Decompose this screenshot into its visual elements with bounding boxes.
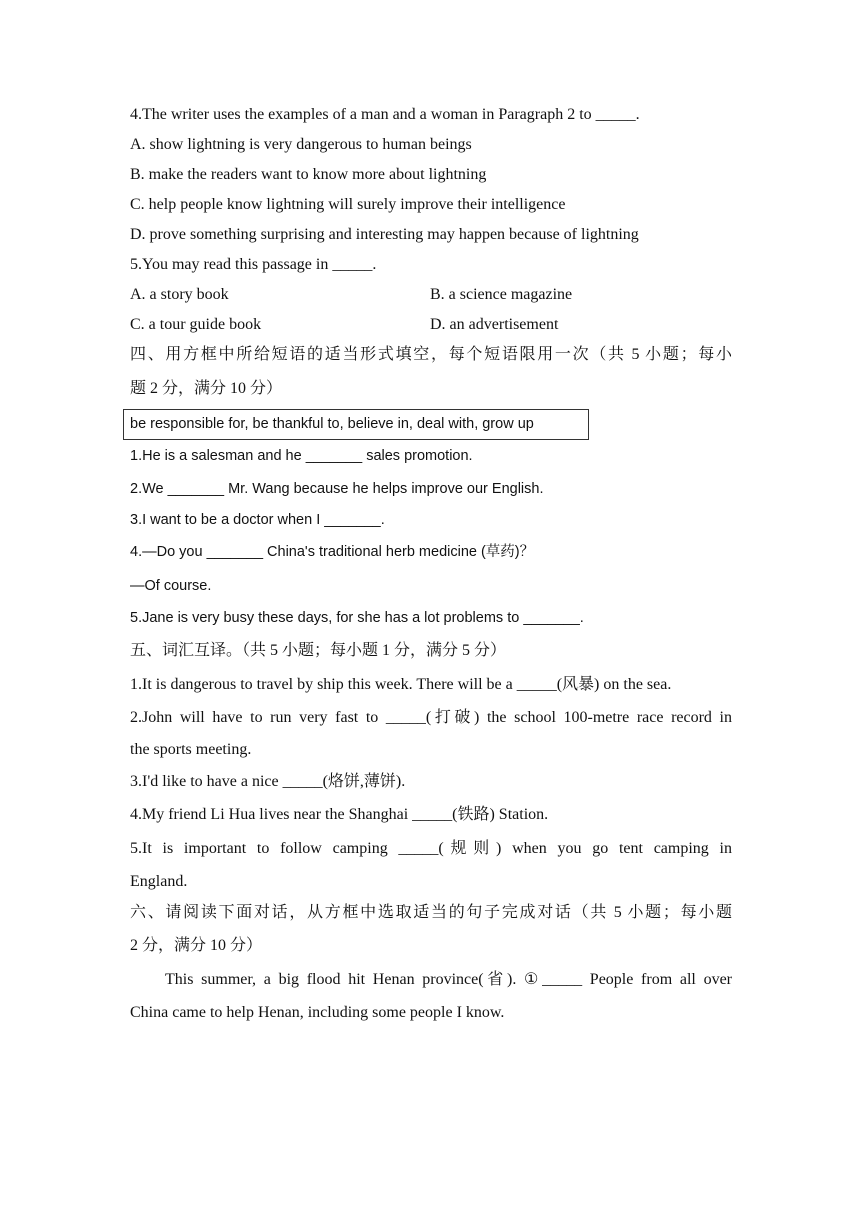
section-4-item-4: 4.—Do you _______ China's traditional herb medicine (草药)？ [130, 544, 535, 560]
section-4-item-3: 3.I want to be a doctor when I _______. [130, 512, 385, 528]
question-5-option-b: B. a science magazine [430, 286, 573, 303]
section-5-item-3: 3.I'd like to have a nice _____(烙饼,薄饼). [130, 773, 406, 790]
section-6-paragraph-line-1: This summer, a big flood hit Henan province(省). ①_____ People from all over [165, 971, 732, 988]
question-4-option-b: B. make the readers want to know more about lightning [130, 166, 487, 183]
question-5-stem: 5.You may read this passage in _____. [130, 256, 377, 273]
section-5-item-2-line-1: 2.John will have to run very fast to _____(打破) the school 100-metre race record in [130, 709, 732, 726]
section-5-item-1: 1.It is dangerous to travel by ship this week. There will be a _____(风暴) on the sea. [130, 676, 672, 693]
phrase-box-text: be responsible for, be thankful to, believe in, deal with, grow up [130, 416, 534, 432]
question-5-option-d: D. an advertisement [430, 316, 559, 333]
section-5-item-5-line-2: England. [130, 873, 188, 890]
section-5-item-2-line-2: the sports meeting. [130, 741, 252, 758]
question-4-option-d: D. prove something surprising and interesting may happen because of lightning [130, 226, 639, 243]
section-6-heading-line-1: 六、请阅读下面对话，从方框中选取适当的句子完成对话（共 5 小题；每小题 [130, 904, 732, 921]
section-4-item-5: 5.Jane is very busy these days, for she has a lot problems to _______. [130, 610, 584, 626]
section-6-paragraph-line-2: China came to help Henan, including some people I know. [130, 1004, 505, 1021]
section-5-item-4: 4.My friend Li Hua lives near the Shanghai _____(铁路) Station. [130, 806, 549, 823]
question-5-option-a: A. a story book [130, 286, 229, 303]
question-4-option-a: A. show lightning is very dangerous to human beings [130, 136, 472, 153]
section-4-heading-line-1: 四、用方框中所给短语的适当形式填空，每个短语限用一次（共 5 小题；每小 [130, 346, 732, 363]
section-4-heading-line-2: 题 2 分，满分 10 分） [130, 380, 283, 397]
section-4-item-1: 1.He is a salesman and he _______ sales promotion. [130, 448, 473, 464]
section-5-heading: 五、词汇互译。（共 5 小题；每小题 1 分，满分 5 分） [130, 642, 507, 659]
section-6-heading-line-2: 2 分，满分 10 分） [130, 937, 263, 954]
phrase-box [123, 409, 589, 440]
section-5-item-5-line-1: 5.It is important to follow camping _____(规则) when you go tent camping in [130, 840, 732, 857]
question-5-option-c: C. a tour guide book [130, 316, 262, 333]
question-4-stem: 4.The writer uses the examples of a man and a woman in Paragraph 2 to _____. [130, 106, 640, 123]
section-4-item-2: 2.We _______ Mr. Wang because he helps improve our English. [130, 481, 544, 497]
section-4-item-4-answer: —Of course. [130, 578, 212, 594]
question-4-option-c: C. help people know lightning will surely improve their intelligence [130, 196, 566, 213]
